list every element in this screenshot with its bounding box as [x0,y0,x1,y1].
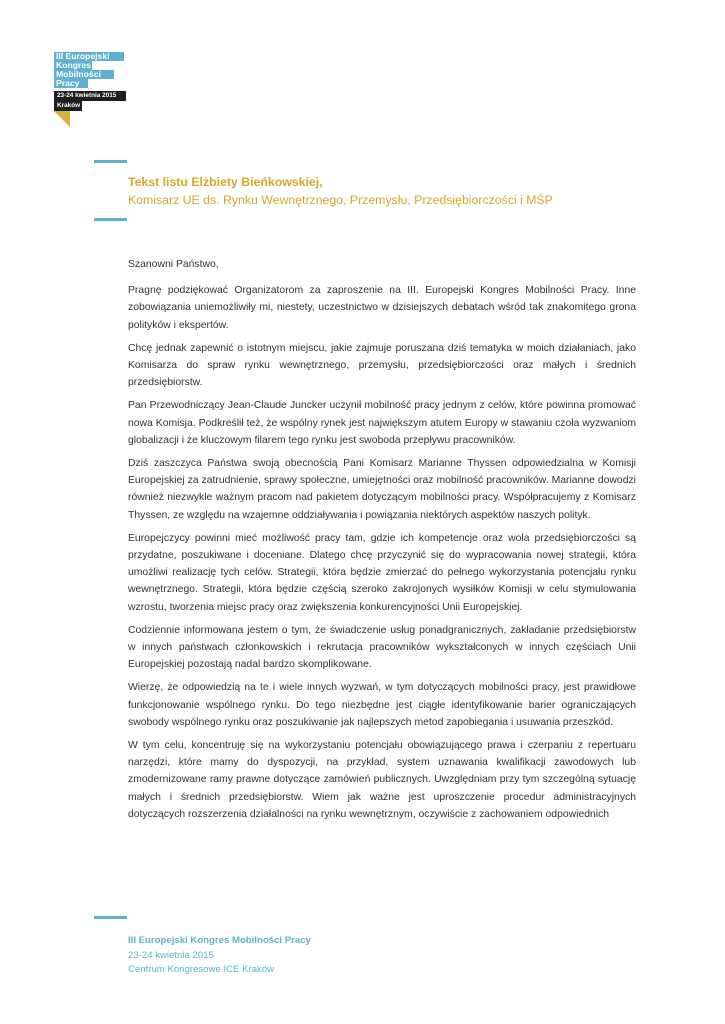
logo-city: Kraków [54,101,82,111]
logo-line: Kongres [56,60,91,70]
paragraph: Codziennie informowana jestem o tym, że świadczenie usług ponadgranicznych, zakładanie przedsiębiorstw w innych państwach członkowskich i rekrutacja pracowników wykształconych w innych częściach Unii Europejskiej pozostają nadal bardzo skomplikowane. [128,624,636,671]
accent-bar-heading [94,218,127,221]
logo-line: III Europejski [54,52,124,61]
paragraph: Pan Przewodniczący Jean-Claude Juncker uczynił mobilność pracy jednym z celów, które powinna promować nowa Komisja. Podkreślił też, że wspólny rynek jest największym atutem Europy w stawaniu czoła wyzwaniom globalizacji i że kluczowym filarem tego rynku jest swoboda przepływu pracowników. [128,400,636,446]
paragraph: Dziś zaszczyca Państwa swoją obecnością Pani Komisarz Marianne Thyssen odpowiedzialna w Komisji Europejskiej za zatrudnienie, sprawy społeczne, umiejętności oraz mobilność pracowników. Marianne dowodzi również niezwykle ważnym pracom nad pakietem dotyczącym mobilności pracy. Współpracujemy z Komisarz Thyssen, ze względu na wzajemne oddziaływania i powiązania niektórych aspektów naszych polityk. [128,458,636,521]
letter-subtitle: Komisarz UE ds. Rynku Wewnętrznego, Przemysłu, Przedsiębiorczości i MŚP [128,193,553,207]
logo-line: Mobilności [54,70,114,79]
letter-title: Tekst listu Elżbiety Bieńkowskiej, [128,175,323,189]
paragraph: Chcę jednak zapewnić o istotnym miejscu, jakie zajmuje poruszana dziś tematyka w moich działaniach, jako Komisarza do spraw rynku wewnętrznego, przemysłu, przedsiębiorczości oraz małych i średnich przedsiębiorstw. [128,342,636,389]
logo-triangle-icon [54,111,70,127]
congress-logo [54,52,126,127]
footer [128,934,311,978]
paragraph: Pragnę podziękować Organizatorom za zaproszenie na III. Europejski Kongres Mobilności Pracy. Inne zobowiązania uniemożliwiły mi, niestety, uczestnictwo w dzisiejszych debatach wśród tak znakomitego grona polityków i ekspertów. [128,285,636,331]
paragraph: Wierzę, że odpowiedzią na te i wiele innych wyzwań, w tym dotyczących mobilności pracy, jest prawidłowe funkcjonowanie wspólnego rynku. Do tego niezbędne jest ciągłe identyfikowanie barier ograniczających swobody wspólnego rynku oraz poszukiwanie jak najlepszych metod zapobiegania i usuwania przeszkód. [128,682,636,728]
footer-venue: Centrum Kongresowe ICE Kraków [128,964,275,975]
letter-body [128,256,636,829]
footer-dates: 23-24 kwietnia 2015 [128,949,214,961]
logo-line: Pracy [54,79,88,88]
footer-event: III Europejski Kongres Mobilności Pracy [128,935,311,946]
accent-bar-footer [94,916,127,919]
paragraph: W tym celu, koncentruję się na wykorzystaniu potencjału obowiązującego prawa i czerpaniu z repertuaru narzędzi, które mamy do dyspozycji, na przykład, system uznawania kwalifikacji zawodowych lub zmodernizowane ramy prawne dotyczące zamówień publicznych. Uwzględniam przy tym szczególną sytuację małych i średnich przedsiębiorstw. Wiem jak ważne jest uproszczenie procedur administracyjnych dotyczących rozszerzenia działalności na rynku wewnętrznym, oczywiście z zachowaniem odpowiednich [128,740,636,820]
paragraph: Europejczycy powinni mieć możliwość pracy tam, gdzie ich kompetencje oraz wola przedsiębiorczości są przydatne, poszukiwane i doceniane. Dlatego chcę przyczynić się do wypracowania nowej strategii, która umożliwi realizację tych celów. Strategii, która będzie zmierzać do pełnego wykorzystania potencjału rynku wewnętrznego. Strategii, która będzie częścią szeroko zakrojonych wysiłków Komisji w celu stymulowania wzrostu, tworzenia miejsc pracy oraz zwiększenia konkurencyjności Unii Europejskiej. [128,532,636,613]
salutation: Szanowni Państwo, [128,259,219,270]
accent-bar-top [94,160,127,163]
logo-date: 23-24 kwietnia 2015 [54,91,126,101]
